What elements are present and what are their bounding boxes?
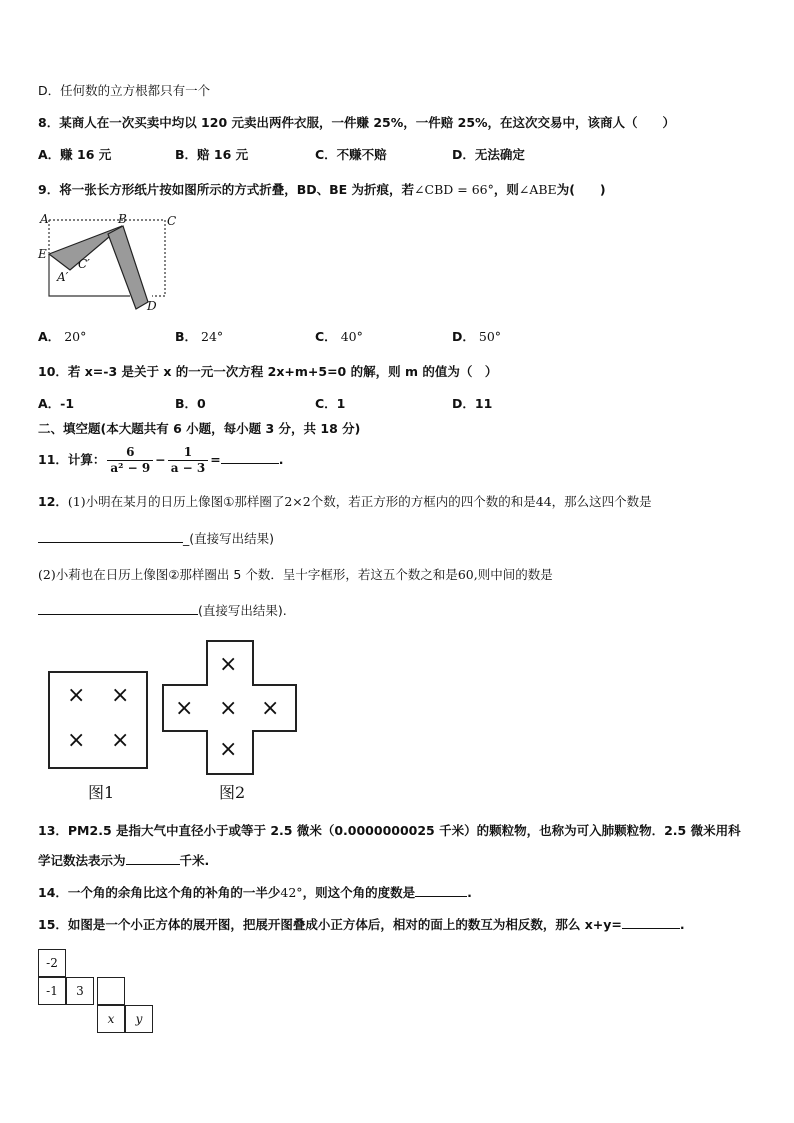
q9-label-c-prime: C′ — [78, 257, 90, 271]
q9-option-d-label: D． — [452, 329, 475, 344]
figure2-caption: 图2 — [219, 783, 246, 802]
q9-option-d-value: 50° — [478, 329, 502, 344]
q9-option-a-value: 20° — [64, 329, 87, 344]
q8-option-a: A．赚 16 元 — [38, 147, 112, 162]
q9-option-c — [315, 328, 363, 346]
cross-mark: × — [111, 728, 130, 753]
q9-option-b — [175, 328, 223, 346]
q12-part2 — [38, 566, 553, 584]
q10-option-a: A．-1 — [38, 396, 75, 411]
q12-part1-blank[interactable] — [38, 530, 183, 543]
q9-option-c-value: 40° — [340, 329, 363, 344]
q14-angle: 42° — [280, 885, 303, 900]
q12-part1-2x2: 2×2 — [284, 494, 311, 509]
q9-option-a — [38, 328, 86, 346]
q14-end: . — [467, 885, 472, 900]
q11-fraction-1 — [107, 445, 153, 476]
q9-stem-text2: ，则 — [493, 182, 519, 197]
q8-option-c: C．不赚不赔 — [315, 147, 387, 162]
cube-net-cell: -1 — [38, 977, 66, 1005]
q12-part1-text-e: ，那么这四个数是 — [551, 494, 652, 509]
q13-text-a: 学记数法表示为 — [38, 853, 126, 868]
q12-part1-text-a: 小明在某月的日历上像图①那样圈了 — [85, 494, 285, 509]
q10-option-c: C．1 — [315, 396, 346, 411]
q8-stem: 8．某商人在一次买卖中均以 120 元卖出两件衣服，一件赚 25%，一件赔 25%，在这次交易中，该商人（ ） — [38, 115, 676, 130]
q12-part2-tail: (直接写出结果). — [198, 603, 287, 618]
cube-net-cell-x: x — [97, 1005, 125, 1033]
figure1-square — [48, 671, 148, 769]
q9-option-b-label: B． — [175, 329, 198, 344]
q9-label-b: B — [118, 212, 127, 226]
section-title: 二、填空题(本大题共有 6 小题，每小题 3 分，共 18 分) — [38, 421, 361, 436]
q7-option-d: D．任何数的立方根都只有一个 — [38, 83, 211, 98]
cross-mark: × — [175, 696, 194, 721]
q12-part1-mark: (1) — [67, 494, 86, 509]
q11-frac1-num: 6 — [107, 445, 153, 461]
q9-label-e: E — [38, 247, 47, 261]
q11 — [38, 443, 283, 477]
q8-option-d: D．无法确定 — [452, 147, 525, 162]
q10-option-d: D．11 — [452, 396, 493, 411]
figure1-caption: 图1 — [88, 783, 115, 802]
q12-part1-answer — [38, 530, 274, 548]
q9-stem-text3: 为( ) — [556, 182, 606, 197]
q12-part2-text-c: 则中间的数是 — [477, 567, 553, 582]
q11-end: . — [278, 452, 284, 467]
q12-part1-text-c: 个数，若正方形的方框内的四个数的和是 — [310, 494, 536, 509]
cross-mark: × — [261, 696, 280, 721]
q13-text-b: 千米. — [179, 853, 210, 868]
q11-frac2-num: 1 — [168, 445, 209, 461]
q12-part2-answer — [38, 602, 287, 620]
q12-part2-sum: 60, — [457, 567, 478, 582]
q11-minus: − — [155, 452, 166, 467]
q11-frac2-den: a − 3 — [170, 461, 206, 475]
q9-angle-cbd: ∠CBD = 66° — [414, 182, 494, 197]
q10-stem: 10．若 x=-3 是关于 x 的一元一次方程 2x+m+5=0 的解，则 m 的值为（ ） — [38, 364, 498, 379]
q13-line1: 13．PM2.5 是指大气中直径小于或等于 2.5 微米（0.0000000025 千米）的颗粒物，也称为可入肺颗粒物．2.5 微米用科 — [38, 823, 741, 838]
q9-option-b-value: 24° — [201, 329, 224, 344]
cross-mark: × — [219, 652, 238, 677]
q14-text-a: 14．一个角的余角比这个角的补角的一半少 — [38, 885, 281, 900]
q12-part2-blank[interactable] — [38, 602, 198, 615]
q11-fraction-2 — [168, 445, 209, 476]
q9-label-a: A — [40, 212, 49, 226]
q9-option-d — [452, 328, 501, 346]
cube-net-cell-y: y — [125, 1005, 153, 1033]
q9-label-a-prime: A′ — [57, 270, 69, 284]
q15-text: 15．如图是一个小正方体的展开图，把展开图叠成小正方体后，相对的面上的数互为相反数，那么 x+y= — [38, 917, 622, 932]
q9-option-a-label: A． — [38, 329, 61, 344]
q9-label-c: C — [167, 214, 177, 228]
q9-stem — [38, 181, 606, 199]
q13-answer-blank[interactable] — [126, 852, 180, 865]
q13-line2 — [38, 852, 209, 870]
q11-frac1-den: a² − 9 — [110, 461, 151, 475]
cube-net-cell: -2 — [38, 949, 66, 977]
q12-part1-sum: 44 — [535, 494, 552, 509]
q15-end: . — [679, 917, 685, 932]
q14-answer-blank[interactable] — [415, 884, 467, 897]
cross-mark: × — [111, 683, 130, 708]
q9-option-c-label: C． — [315, 329, 337, 344]
q11-equals: = — [210, 452, 221, 467]
q11-answer-blank[interactable] — [221, 451, 279, 464]
q9-stem-text: 9．将一张长方形纸片按如图所示的方式折叠，BD、BE 为折痕，若 — [38, 182, 415, 197]
cross-mark: × — [219, 696, 238, 721]
q9-label-d: D — [147, 299, 157, 313]
q9-angle-abe: ∠ABE — [518, 182, 557, 197]
q12-part2-mark: (2) — [38, 567, 56, 582]
cross-mark: × — [67, 728, 86, 753]
q9-fold-figure — [30, 208, 190, 318]
q8-option-b: B．赔 16 元 — [175, 147, 249, 162]
q15-answer-blank[interactable] — [622, 916, 680, 929]
q11-prefix: 11．计算： — [38, 452, 106, 467]
q14-text-b: ，则这个角的度数是 — [302, 885, 416, 900]
q12-part1-tail: _(直接写出结果) — [183, 531, 275, 546]
q12-part2-text-a: 小莉也在日历上像图②那样圈出 5 个数．呈十字框形，若这五个数之和是 — [55, 567, 458, 582]
q12-part1 — [38, 493, 652, 511]
cross-mark: × — [219, 737, 238, 762]
cross-mark: × — [67, 683, 86, 708]
cube-net-cell — [97, 977, 125, 1005]
q14 — [38, 884, 472, 902]
q10-option-b: B．0 — [175, 396, 206, 411]
q15 — [38, 916, 685, 934]
cube-net-cell: 3 — [66, 977, 94, 1005]
q12-number: 12． — [38, 494, 68, 509]
